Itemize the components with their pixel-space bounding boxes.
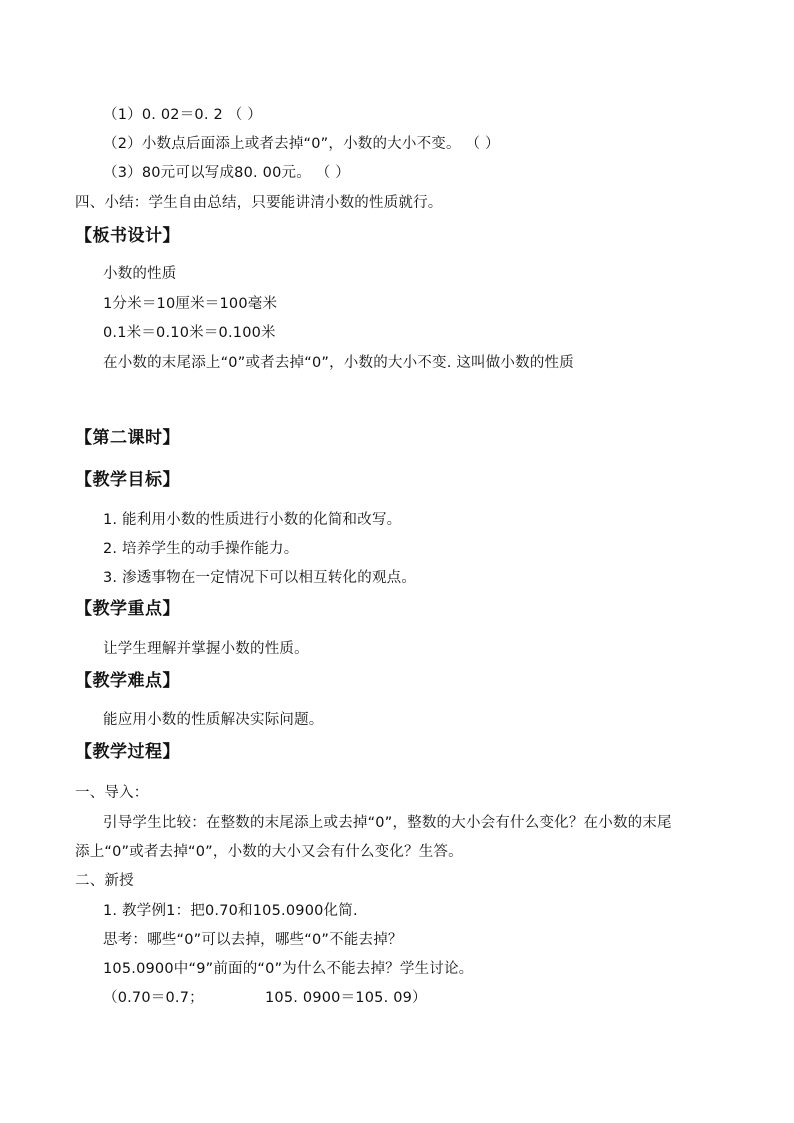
objectives-heading: 【教学目标】: [75, 470, 180, 490]
board-design-heading: 【板书设计】: [75, 226, 180, 246]
key-points-heading: 【教学重点】: [75, 599, 180, 619]
new-lesson-title: 二、新授: [75, 873, 134, 889]
exercise-item-2: （2）小数点后面添上或者去掉“0”，小数的大小不变。 （ ）: [103, 136, 500, 152]
objective-item-1: 1. 能利用小数的性质进行小数的化简和改写。: [103, 512, 402, 528]
second-lesson-heading: 【第二课时】: [75, 428, 180, 448]
board-line-4: 在小数的末尾添上“0”或者去掉“0”，小数的大小不变. 这叫做小数的性质: [103, 355, 574, 371]
exercise-item-3: （3）80元可以写成80. 00元。 （ ）: [103, 165, 350, 181]
difficulties-heading: 【教学难点】: [75, 671, 180, 691]
objective-item-2: 2. 培养学生的动手操作能力。: [103, 541, 299, 557]
answer-part-a: （0.70＝0.7；: [103, 990, 204, 1006]
difficulties-text: 能应用小数的性质解决实际问题。: [103, 712, 324, 728]
board-line-1: 小数的性质: [103, 266, 177, 282]
summary-line: 四、小结：学生自由总结，只要能讲清小数的性质就行。: [75, 195, 443, 211]
intro-line-1: 引导学生比较：在整数的末尾添上或去掉“0”，整数的大小会有什么变化？在小数的末尾: [103, 815, 672, 831]
objective-item-3: 3. 渗透事物在一定情况下可以相互转化的观点。: [103, 570, 417, 586]
exercise-item-1: （1）0. 02＝0. 2 （ ）: [103, 107, 262, 123]
board-line-2: 1分米＝10厘米＝100毫米: [103, 296, 278, 312]
board-line-3: 0.1米＝0.10米＝0.100米: [103, 325, 276, 341]
answer-part-b: 105. 0900＝105. 09）: [265, 990, 427, 1006]
intro-line-2: 添上“0”或者去掉“0”，小数的大小又会有什么变化？生答。: [75, 844, 463, 860]
new-lesson-line-1: 1. 教学例1：把0.70和105.0900化简.: [103, 903, 358, 919]
key-points-text: 让学生理解并掌握小数的性质。: [103, 641, 309, 657]
new-lesson-line-3: 105.0900中“9”前面的“0”为什么不能去掉？学生讨论。: [103, 961, 474, 977]
new-lesson-line-2: 思考：哪些“0”可以去掉，哪些“0”不能去掉？: [103, 932, 403, 948]
intro-title: 一、导入：: [75, 785, 149, 801]
process-heading: 【教学过程】: [75, 742, 180, 762]
